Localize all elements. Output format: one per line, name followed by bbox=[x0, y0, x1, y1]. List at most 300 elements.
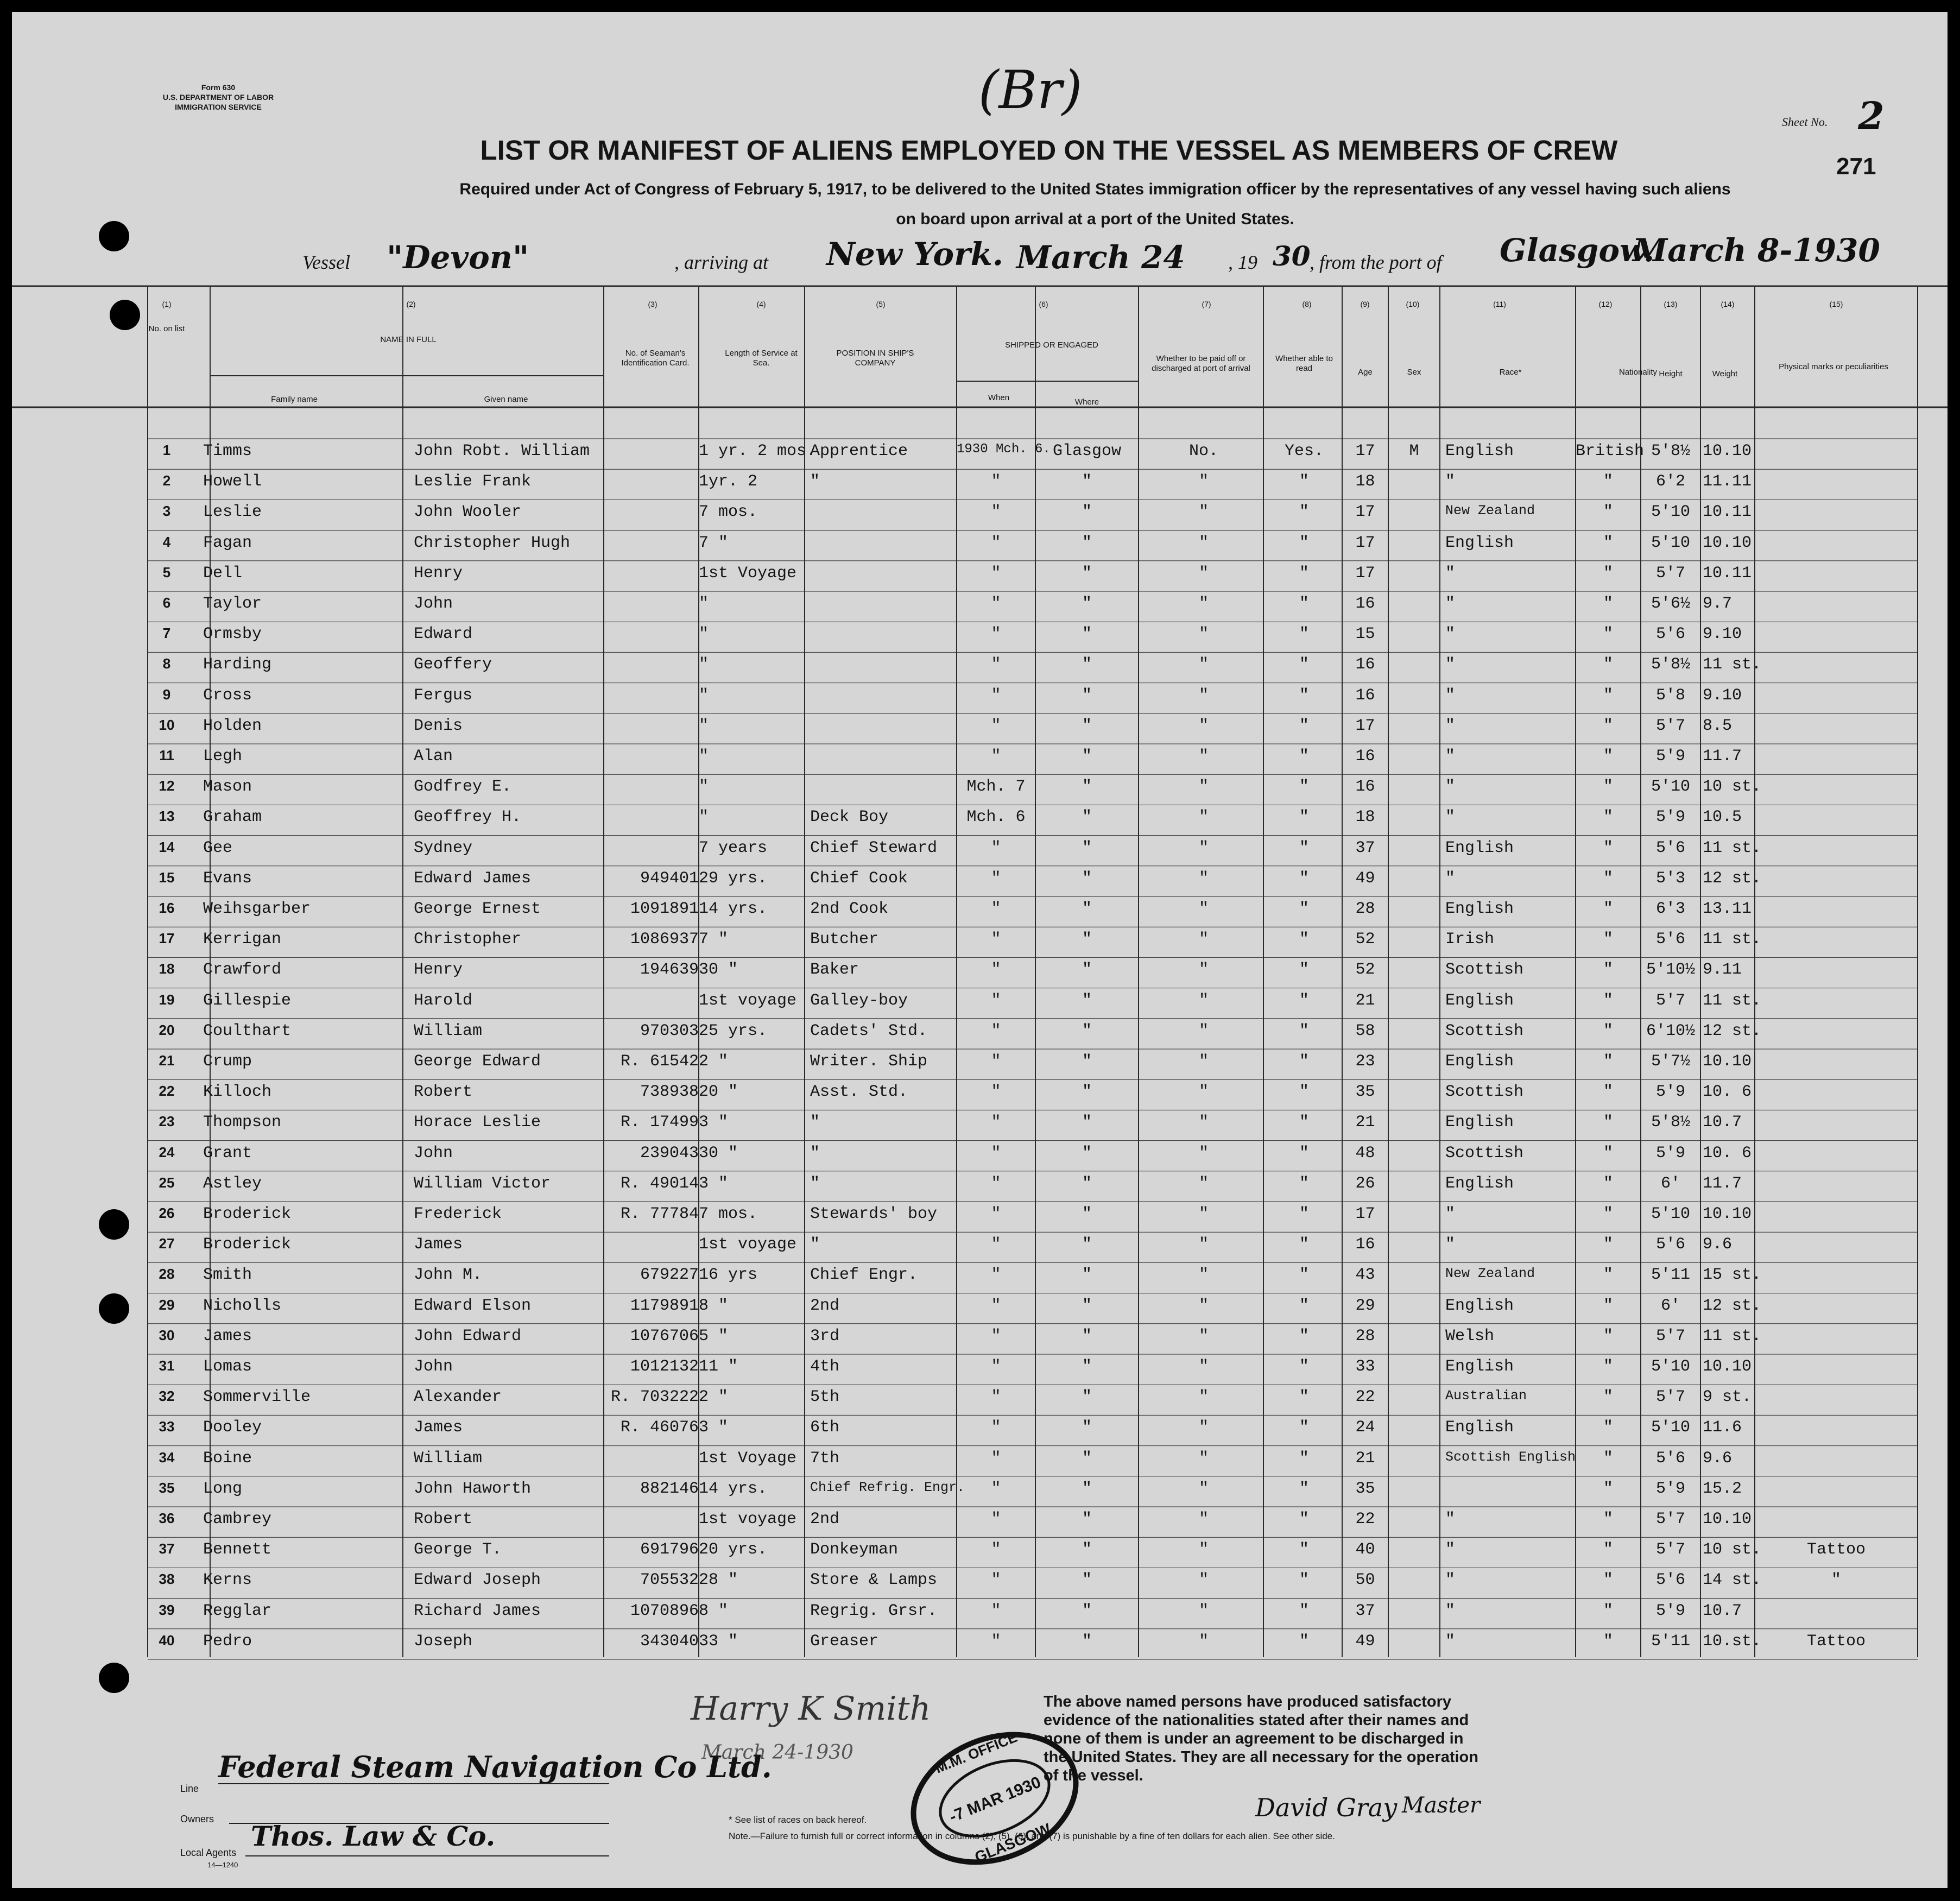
race-value: " bbox=[1445, 808, 1456, 827]
shipped-when: " bbox=[991, 564, 1001, 583]
given-name: Geoffery bbox=[414, 655, 492, 674]
shipped-when: " bbox=[991, 838, 1001, 857]
paid-off-status: " bbox=[1198, 869, 1209, 888]
weight-value: 10.10 bbox=[1703, 1052, 1752, 1071]
row-number: 30 bbox=[159, 1327, 175, 1343]
seaman-id-number: 1076706 bbox=[630, 1327, 699, 1346]
col-where-header: Where bbox=[1074, 397, 1099, 407]
ship-position: 6th bbox=[810, 1418, 840, 1437]
seaman-id-number: R. 17499 bbox=[620, 1113, 699, 1132]
race-value: " bbox=[1445, 472, 1456, 491]
row-number: 9 bbox=[162, 686, 171, 703]
shipped-where: " bbox=[1082, 1235, 1092, 1254]
crew-row bbox=[12, 1563, 1948, 1594]
family-name: Broderick bbox=[203, 1235, 292, 1254]
given-name: Edward Elson bbox=[414, 1296, 532, 1315]
height-value: 6' bbox=[1660, 1174, 1680, 1193]
master-signature: David Gray bbox=[1255, 1793, 1398, 1822]
length-of-service: 16 yrs bbox=[699, 1266, 758, 1285]
seaman-id-number: 1012132 bbox=[630, 1357, 699, 1376]
paid-off-status: " bbox=[1198, 503, 1209, 522]
race-value: Scottish bbox=[1445, 961, 1524, 980]
crew-row bbox=[12, 617, 1948, 648]
nationality-value: " bbox=[1603, 1479, 1613, 1498]
weight-value: 11 st. bbox=[1703, 991, 1762, 1010]
shipped-where: " bbox=[1082, 655, 1092, 674]
weight-value: 9.10 bbox=[1703, 625, 1742, 644]
length-of-service: 7 " bbox=[699, 930, 729, 949]
given-name: John Robt. William bbox=[414, 442, 590, 460]
family-name: Legh bbox=[203, 747, 243, 766]
ship-position: 2nd bbox=[810, 1510, 840, 1529]
row-number: 2 bbox=[162, 472, 171, 489]
weight-value: 10.10 bbox=[1703, 1510, 1752, 1529]
able-to-read: " bbox=[1299, 961, 1309, 980]
able-to-read: " bbox=[1299, 869, 1309, 888]
age-value: 16 bbox=[1355, 747, 1375, 766]
given-name: Edward James bbox=[414, 869, 532, 888]
year-prefix: , 19 bbox=[1228, 251, 1257, 273]
nationality-value: " bbox=[1603, 1540, 1613, 1559]
length-of-service: 1st voyage bbox=[699, 1510, 797, 1529]
family-name: Pedro bbox=[203, 1632, 252, 1651]
seaman-id-number: 194639 bbox=[640, 961, 699, 980]
able-to-read: " bbox=[1299, 686, 1309, 705]
office-stamp bbox=[902, 1722, 1087, 1874]
given-name: George Edward bbox=[414, 1052, 541, 1071]
weight-value: 11.6 bbox=[1703, 1418, 1742, 1437]
length-of-service: 3 " bbox=[699, 1174, 729, 1193]
crew-row bbox=[12, 679, 1948, 709]
age-value: 18 bbox=[1355, 808, 1375, 827]
paid-off-status: " bbox=[1198, 1632, 1209, 1651]
shipped-when: " bbox=[991, 1388, 1001, 1407]
family-name: Timms bbox=[203, 442, 252, 460]
paid-off-status: " bbox=[1198, 1357, 1209, 1376]
age-value: 21 bbox=[1355, 991, 1375, 1010]
shipped-where: " bbox=[1082, 1449, 1092, 1468]
family-name: Astley bbox=[203, 1174, 262, 1193]
nationality-value: " bbox=[1603, 1571, 1613, 1590]
race-value: Scottish bbox=[1445, 1083, 1524, 1102]
col-read-header: Whether able to read bbox=[1275, 354, 1333, 373]
given-name: Edward Joseph bbox=[414, 1571, 541, 1590]
shipped-where: " bbox=[1082, 1052, 1092, 1071]
able-to-read: " bbox=[1299, 778, 1309, 797]
nationality-value: " bbox=[1603, 1357, 1613, 1376]
shipped-when: " bbox=[991, 1418, 1001, 1437]
height-value: 5'8½ bbox=[1651, 655, 1690, 674]
weight-value: 10.5 bbox=[1703, 808, 1742, 827]
shipped-where: " bbox=[1082, 625, 1092, 644]
shipped-where: " bbox=[1082, 533, 1092, 552]
crew-row bbox=[12, 1167, 1948, 1197]
paid-off-status: " bbox=[1198, 991, 1209, 1010]
shipped-when: Mch. 6 bbox=[966, 808, 1026, 827]
age-value: 22 bbox=[1355, 1388, 1375, 1407]
family-name: Harding bbox=[203, 655, 272, 674]
nationality-value: " bbox=[1603, 1327, 1613, 1346]
manifest-sheet bbox=[12, 12, 1948, 1888]
crew-row bbox=[12, 1350, 1948, 1380]
crew-row bbox=[12, 984, 1948, 1014]
seaman-id-number: 239043 bbox=[640, 1144, 699, 1163]
age-value: 49 bbox=[1355, 1632, 1375, 1651]
length-of-service: 11 " bbox=[699, 1357, 738, 1376]
ship-position: Chief Steward bbox=[810, 838, 938, 857]
length-of-service: " bbox=[699, 655, 709, 674]
crew-row bbox=[12, 1106, 1948, 1136]
age-value: 21 bbox=[1355, 1449, 1375, 1468]
seaman-id-number: 1091891 bbox=[630, 900, 699, 918]
ship-position: Greaser bbox=[810, 1632, 879, 1651]
ship-position: Stewards' boy bbox=[810, 1205, 938, 1223]
row-number: 19 bbox=[159, 991, 175, 1008]
family-name: Evans bbox=[203, 869, 252, 888]
arriving-date: March 24 bbox=[1016, 239, 1185, 276]
crew-row bbox=[12, 1594, 1948, 1625]
race-value: Scottish bbox=[1445, 1144, 1524, 1163]
crew-row bbox=[12, 953, 1948, 983]
column-number: (2) bbox=[406, 300, 416, 308]
seaman-id-number: 343040 bbox=[640, 1632, 699, 1651]
crew-row bbox=[12, 1411, 1948, 1441]
nationality-value: " bbox=[1603, 686, 1613, 705]
ship-position: Butcher bbox=[810, 930, 879, 949]
age-value: 23 bbox=[1355, 1052, 1375, 1071]
shipped-when: " bbox=[991, 747, 1001, 766]
able-to-read: " bbox=[1299, 716, 1309, 735]
shipped-when: " bbox=[991, 655, 1001, 674]
ship-position: 3rd bbox=[810, 1327, 840, 1346]
shipped-when: " bbox=[991, 472, 1001, 491]
height-value: 6'3 bbox=[1655, 900, 1685, 918]
physical-marks: Tattoo bbox=[1806, 1632, 1866, 1651]
paid-off-status: " bbox=[1198, 1052, 1209, 1071]
age-value: 21 bbox=[1355, 1113, 1375, 1132]
age-value: 18 bbox=[1355, 472, 1375, 491]
paid-off-status: " bbox=[1198, 1205, 1209, 1223]
nationality-value: " bbox=[1603, 625, 1613, 644]
family-name: Gillespie bbox=[203, 991, 292, 1010]
shipped-where: " bbox=[1082, 1296, 1092, 1315]
able-to-read: " bbox=[1299, 1571, 1309, 1590]
crew-row bbox=[12, 800, 1948, 831]
age-value: 35 bbox=[1355, 1083, 1375, 1102]
family-name: Smith bbox=[203, 1266, 252, 1285]
top-handwritten-mark: (Br) bbox=[978, 60, 1083, 121]
subtitle-line-1: Required under Act of Congress of February 5, 1917, to be delivered to the United States immigration officer by the representatives of any vessel having such aliens bbox=[459, 180, 1731, 198]
length-of-service: " bbox=[699, 747, 709, 766]
seaman-id-number: R. 46076 bbox=[620, 1418, 699, 1437]
nationality-value: " bbox=[1603, 533, 1613, 552]
nationality-value: " bbox=[1603, 1144, 1613, 1163]
ship-position: Cadets' Std. bbox=[810, 1021, 928, 1040]
nationality-value: " bbox=[1603, 1205, 1613, 1223]
shipped-where: " bbox=[1082, 869, 1092, 888]
shipped-when: Mch. 7 bbox=[966, 778, 1026, 797]
family-name: Holden bbox=[203, 716, 262, 735]
crew-row bbox=[12, 923, 1948, 953]
family-name: Mason bbox=[203, 778, 252, 797]
race-value: Scottish bbox=[1445, 1021, 1524, 1040]
shipped-where: " bbox=[1082, 1174, 1092, 1193]
shipped-where: " bbox=[1082, 900, 1092, 918]
crew-row bbox=[12, 1228, 1948, 1258]
age-value: 26 bbox=[1355, 1174, 1375, 1193]
race-value: " bbox=[1445, 686, 1456, 705]
seaman-id-number: 738938 bbox=[640, 1083, 699, 1102]
paid-off-status: " bbox=[1198, 961, 1209, 980]
paid-off-status: " bbox=[1198, 808, 1209, 827]
shipped-where: " bbox=[1082, 1327, 1092, 1346]
length-of-service: 28 " bbox=[699, 1571, 738, 1590]
able-to-read: " bbox=[1299, 472, 1309, 491]
given-name: Frederick bbox=[414, 1205, 502, 1223]
able-to-read: " bbox=[1299, 838, 1309, 857]
row-number: 11 bbox=[159, 747, 174, 763]
page-number: 271 bbox=[1836, 153, 1876, 180]
height-value: 5'8½ bbox=[1651, 442, 1690, 460]
weight-value: 11 st. bbox=[1703, 655, 1762, 674]
race-value: New Zealand bbox=[1445, 503, 1535, 519]
row-number: 32 bbox=[159, 1388, 175, 1405]
crew-row bbox=[12, 1442, 1948, 1472]
height-value: 5'10½ bbox=[1646, 961, 1695, 980]
paid-off-status: " bbox=[1198, 900, 1209, 918]
crew-row bbox=[12, 1319, 1948, 1350]
shipped-when: " bbox=[991, 930, 1001, 949]
weight-value: 14 st. bbox=[1703, 1571, 1762, 1590]
able-to-read: " bbox=[1299, 1144, 1309, 1163]
height-value: 5'7 bbox=[1655, 564, 1685, 583]
able-to-read: " bbox=[1299, 900, 1309, 918]
crew-row bbox=[12, 740, 1948, 770]
row-number: 8 bbox=[162, 655, 171, 672]
seaman-id-number: 1070896 bbox=[630, 1601, 699, 1620]
weight-value: 10 st. bbox=[1703, 778, 1762, 797]
ship-position: " bbox=[810, 472, 820, 491]
length-of-service: 7 mos. bbox=[699, 1205, 758, 1223]
age-value: 16 bbox=[1355, 595, 1375, 613]
able-to-read: " bbox=[1299, 1601, 1309, 1620]
shipped-where: " bbox=[1082, 991, 1092, 1010]
height-value: 5'7 bbox=[1655, 1388, 1685, 1407]
height-value: 5'7 bbox=[1655, 1327, 1685, 1346]
height-value: 5'9 bbox=[1655, 1144, 1685, 1163]
nationality-value: " bbox=[1603, 1174, 1613, 1193]
given-name: Robert bbox=[414, 1083, 473, 1102]
col-no-header: No. on list bbox=[148, 324, 185, 333]
shipped-where: " bbox=[1082, 808, 1092, 827]
seaman-id-number: 882146 bbox=[640, 1479, 699, 1498]
col-service-header: Length of Service at Sea. bbox=[725, 349, 798, 368]
nationality-value: " bbox=[1603, 1021, 1613, 1040]
stamp-bottom-text: GLASGOW bbox=[972, 1820, 1053, 1866]
race-value: English bbox=[1445, 442, 1514, 460]
col-name-header: NAME IN FULL bbox=[380, 335, 437, 344]
shipped-where: " bbox=[1082, 503, 1092, 522]
col-shipped-header: SHIPPED OR ENGAGED bbox=[1005, 340, 1098, 350]
family-name: Dooley bbox=[203, 1418, 262, 1437]
height-value: 6'10½ bbox=[1646, 1021, 1695, 1040]
col-when-header: When bbox=[988, 393, 1010, 402]
weight-value: 11.7 bbox=[1703, 747, 1742, 766]
nationality-value: " bbox=[1603, 930, 1613, 949]
physical-marks: " bbox=[1831, 1571, 1841, 1590]
shipped-when: " bbox=[991, 1113, 1001, 1132]
col-position-header: POSITION IN SHIP'S COMPANY bbox=[836, 349, 914, 368]
row-number: 12 bbox=[159, 778, 175, 794]
ship-position: 7th bbox=[810, 1449, 840, 1468]
height-value: 5'7½ bbox=[1651, 1052, 1690, 1071]
column-number: (7) bbox=[1202, 300, 1211, 308]
weight-value: 8.5 bbox=[1703, 716, 1733, 735]
race-value: " bbox=[1445, 1632, 1456, 1651]
family-name: Howell bbox=[203, 472, 262, 491]
family-name: Bennett bbox=[203, 1540, 272, 1559]
able-to-read: " bbox=[1299, 930, 1309, 949]
service-name: IMMIGRATION SERVICE bbox=[175, 103, 262, 111]
race-value: English bbox=[1445, 533, 1514, 552]
race-value: " bbox=[1445, 869, 1456, 888]
height-value: 5'8 bbox=[1655, 686, 1685, 705]
crew-row bbox=[12, 648, 1948, 678]
length-of-service: " bbox=[699, 686, 709, 705]
ship-position: Asst. Std. bbox=[810, 1083, 908, 1102]
family-name: Crawford bbox=[203, 961, 282, 980]
able-to-read: " bbox=[1299, 991, 1309, 1010]
weight-value: 9.10 bbox=[1703, 686, 1742, 705]
sheet-number-value: 2 bbox=[1858, 93, 1885, 138]
family-name: Crump bbox=[203, 1052, 252, 1071]
shipped-when: " bbox=[991, 1632, 1001, 1651]
given-name: Edward bbox=[414, 625, 473, 644]
nationality-value: " bbox=[1603, 961, 1613, 980]
nationality-value: " bbox=[1603, 1296, 1613, 1315]
shipped-when: " bbox=[991, 1205, 1001, 1223]
seaman-id-number: R. 703222 bbox=[610, 1388, 699, 1407]
family-name: Thompson bbox=[203, 1113, 282, 1132]
given-name: Sydney bbox=[414, 838, 473, 857]
row-number: 13 bbox=[159, 808, 175, 825]
age-value: 24 bbox=[1355, 1418, 1375, 1437]
column-number: (4) bbox=[756, 300, 766, 308]
length-of-service: 20 yrs. bbox=[699, 1540, 768, 1559]
column-number: (6) bbox=[1039, 300, 1048, 308]
shipped-when: " bbox=[991, 1510, 1001, 1529]
subtitle-line-2: on board upon arrival at a port of the United States. bbox=[896, 210, 1294, 228]
sex-value: M bbox=[1409, 442, 1419, 460]
nationality-value: " bbox=[1603, 1266, 1613, 1285]
able-to-read: Yes. bbox=[1284, 442, 1324, 460]
seaman-id-number: 949401 bbox=[640, 869, 699, 888]
race-value: English bbox=[1445, 900, 1514, 918]
paid-off-status: " bbox=[1198, 1540, 1209, 1559]
nationality-value: " bbox=[1603, 778, 1613, 797]
crew-row bbox=[12, 465, 1948, 495]
length-of-service: 7 years bbox=[699, 838, 768, 857]
family-name: Cross bbox=[203, 686, 252, 705]
crew-row bbox=[12, 1502, 1948, 1533]
race-value: Welsh bbox=[1445, 1327, 1495, 1346]
height-value: 6' bbox=[1660, 1296, 1680, 1315]
given-name: Christopher bbox=[414, 930, 522, 949]
nationality-value: " bbox=[1603, 1601, 1613, 1620]
length-of-service: 1st voyage bbox=[699, 1235, 797, 1254]
able-to-read: " bbox=[1299, 503, 1309, 522]
stamp-top-text: M.M. OFFICE bbox=[932, 1728, 1020, 1777]
family-name: Cambrey bbox=[203, 1510, 272, 1529]
row-number: 16 bbox=[159, 900, 175, 916]
line-value: Federal Steam Navigation Co Ltd. bbox=[218, 1750, 772, 1784]
race-value: " bbox=[1445, 564, 1456, 583]
paid-off-status: " bbox=[1198, 1235, 1209, 1254]
given-name: Godfrey E. bbox=[414, 778, 512, 797]
shipped-where: Glasgow bbox=[1052, 442, 1122, 460]
master-title: Master bbox=[1402, 1793, 1481, 1818]
crew-row bbox=[12, 1045, 1948, 1075]
row-number: 10 bbox=[159, 716, 175, 733]
nationality-value: " bbox=[1603, 1083, 1613, 1102]
age-value: 48 bbox=[1355, 1144, 1375, 1163]
race-value: " bbox=[1445, 747, 1456, 766]
row-number: 31 bbox=[159, 1357, 175, 1374]
race-value: Irish bbox=[1445, 930, 1495, 949]
length-of-service: 30 " bbox=[699, 961, 738, 980]
paid-off-status: " bbox=[1198, 747, 1209, 766]
shipped-when: " bbox=[991, 991, 1001, 1010]
crew-row bbox=[12, 709, 1948, 740]
shipped-when: " bbox=[991, 1479, 1001, 1498]
given-name: John bbox=[414, 1357, 453, 1376]
weight-value: 10.10 bbox=[1703, 1357, 1752, 1376]
able-to-read: " bbox=[1299, 1418, 1309, 1437]
seaman-id-number: 1179891 bbox=[630, 1296, 699, 1315]
given-name: Christopher Hugh bbox=[414, 533, 571, 552]
row-number: 7 bbox=[162, 625, 171, 642]
family-name: Ormsby bbox=[203, 625, 262, 644]
family-name: Leslie bbox=[203, 503, 262, 522]
weight-value: 15.2 bbox=[1703, 1479, 1742, 1498]
col-paid-header: Whether to be paid off or discharged at port of arrival bbox=[1152, 354, 1250, 373]
crew-row bbox=[12, 892, 1948, 923]
length-of-service: 33 " bbox=[699, 1632, 738, 1651]
given-name: William Victor bbox=[414, 1174, 551, 1193]
weight-value: 10. 6 bbox=[1703, 1144, 1752, 1163]
nationality-value: " bbox=[1603, 1418, 1613, 1437]
from-date: March 8-1930 bbox=[1633, 232, 1880, 269]
row-number: 26 bbox=[159, 1205, 175, 1221]
age-value: 17 bbox=[1355, 503, 1375, 522]
row-number: 4 bbox=[162, 533, 171, 550]
col-family-header: Family name bbox=[271, 395, 318, 404]
age-value: 17 bbox=[1355, 533, 1375, 552]
length-of-service: 7 mos. bbox=[699, 503, 758, 522]
arriving-label: , arriving at bbox=[674, 251, 769, 273]
age-value: 15 bbox=[1355, 625, 1375, 644]
crew-row bbox=[12, 1472, 1948, 1502]
paid-off-status: " bbox=[1198, 625, 1209, 644]
family-name: Gee bbox=[203, 838, 233, 857]
length-of-service: 1st Voyage bbox=[699, 564, 797, 583]
shipped-where: " bbox=[1082, 1601, 1092, 1620]
seaman-id-number: 970303 bbox=[640, 1021, 699, 1040]
height-value: 5'7 bbox=[1655, 716, 1685, 735]
weight-value: 10 st. bbox=[1703, 1540, 1762, 1559]
length-of-service: 2 " bbox=[699, 1388, 729, 1407]
column-number: (13) bbox=[1664, 300, 1678, 308]
